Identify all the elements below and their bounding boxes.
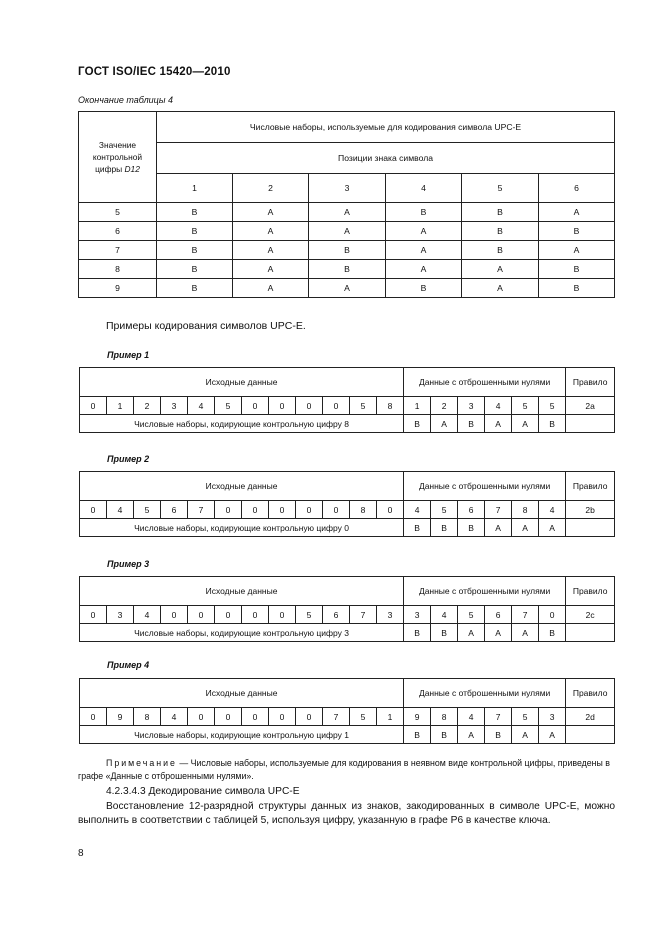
zero-suppressed-header: Данные с отброшенными нулями [404,577,566,606]
source-digit-cell: 3 [107,606,134,624]
zero-suppressed-header: Данные с отброшенными нулями [404,472,566,501]
source-digit-cell: 0 [80,708,107,726]
zero-suppressed-digit-cell: 4 [458,708,485,726]
zero-suppressed-digit-cell: 4 [485,397,512,415]
source-digit-cell: 0 [188,708,215,726]
parity-cell: A [512,726,539,744]
source-data-header: Исходные данные [80,472,404,501]
example-table [79,471,615,537]
empty-cell [566,726,615,744]
number-set-cell: B [157,241,233,260]
number-set-cell: A [386,260,462,279]
number-set-cell: A [233,241,309,260]
document-header: ГОСТ ISO/IEC 15420—2010 [78,66,231,78]
example-digits-row [80,501,615,519]
source-digit-cell: 4 [161,708,188,726]
source-digit-cell: 0 [80,397,107,415]
source-digit-cell: 0 [242,708,269,726]
zero-suppressed-digit-cell: 0 [539,606,566,624]
source-digit-cell: 0 [269,501,296,519]
parity-cell: B [458,519,485,537]
table-caption [78,95,173,105]
example-table [79,576,615,642]
source-data-header: Исходные данные [80,679,404,708]
parity-cell: A [512,519,539,537]
zero-suppressed-digit-cell: 4 [539,501,566,519]
source-digit-cell: 8 [377,397,404,415]
note-prefix: Примечание [106,758,177,768]
check-digit-cell: 8 [79,260,157,279]
source-digit-cell: 0 [215,708,242,726]
check-digit-cell: 7 [79,241,157,260]
example-label: Пример 2 [107,454,150,464]
zero-suppressed-header: Данные с отброшенными нулями [404,368,566,397]
empty-cell [566,415,615,433]
zero-suppressed-digit-cell: 8 [512,501,539,519]
note-text: — Числовые наборы, используемые для кодирования в неявном виде контрольной цифры, приведены в графе «Данные с отброшенными нулями». [78,758,610,781]
body-paragraph: Восстановление 12-разрядной структуры данных из знаков, закодированных в символе UPC-E, можно выполнить в соответствии с таблицей 5, используя цифру, указанную в графе P6 в качестве ключа. [78,801,615,826]
table-row [79,279,615,298]
zero-suppressed-digit-cell: 1 [404,397,431,415]
number-set-cell: A [539,203,615,222]
source-digit-cell: 5 [350,397,377,415]
zero-suppressed-digit-cell: 8 [431,708,458,726]
position-header-cell: 2 [233,174,309,203]
positions-header: Позиции знака символа [157,143,615,174]
zero-suppressed-digit-cell: 6 [485,606,512,624]
example-parity-row [80,519,615,537]
zero-suppressed-digit-cell: 5 [512,708,539,726]
example-digits-row [80,708,615,726]
parity-cell: B [485,726,512,744]
table-row [79,203,615,222]
number-set-cell: A [233,203,309,222]
section-title: Декодирование символа UPC-E [148,786,300,797]
section-heading [106,786,300,797]
zero-suppressed-digit-cell: 6 [458,501,485,519]
rule-cell: 2d [566,708,615,726]
number-set-cell: B [157,279,233,298]
source-digit-cell: 7 [323,708,350,726]
example-table [79,678,615,744]
parity-cell: B [458,415,485,433]
number-set-cell: B [309,241,386,260]
zero-suppressed-digit-cell: 4 [431,606,458,624]
check-digit-header: Значение контрольной цифры D12 [79,112,157,203]
parity-cell: B [404,519,431,537]
zero-suppressed-digit-cell: 5 [431,501,458,519]
empty-cell [566,624,615,642]
number-set-cell: A [233,222,309,241]
rule-cell: 2b [566,501,615,519]
position-header-cell: 1 [157,174,233,203]
zero-suppressed-digit-cell: 3 [404,606,431,624]
rule-cell: 2c [566,606,615,624]
zero-suppressed-digit-cell: 4 [404,501,431,519]
number-set-cell: A [462,260,539,279]
parity-cell: A [485,624,512,642]
source-digit-cell: 0 [161,606,188,624]
parity-cell: A [485,415,512,433]
parity-cell: A [512,415,539,433]
source-data-header: Исходные данные [80,577,404,606]
parity-cell: A [458,726,485,744]
rule-header: Правило [566,679,615,708]
source-digit-cell: 3 [161,397,188,415]
rule-cell: 2a [566,397,615,415]
parity-label-cell: Числовые наборы, кодирующие контрольную цифру 0 [80,519,404,537]
source-data-header: Исходные данные [80,368,404,397]
source-digit-cell: 0 [80,606,107,624]
example-digits-row [80,397,615,415]
source-digit-cell: 5 [134,501,161,519]
parity-cell: B [404,624,431,642]
table-caption-number: 4 [167,95,173,105]
source-digit-cell: 0 [242,501,269,519]
source-digit-cell: 5 [350,708,377,726]
source-digit-cell: 8 [350,501,377,519]
position-header-cell: 3 [309,174,386,203]
rule-header: Правило [566,472,615,501]
number-set-cell: B [462,203,539,222]
example-header-row [80,679,615,708]
check-digit-cell: 5 [79,203,157,222]
source-digit-cell: 0 [296,708,323,726]
example-label: Пример 3 [107,559,150,569]
table-caption-prefix: Окончание таблицы [78,95,166,105]
source-digit-cell: 0 [269,708,296,726]
position-header-cell: 6 [539,174,615,203]
number-set-cell: A [462,279,539,298]
source-digit-cell: 0 [296,501,323,519]
number-set-cell: B [462,241,539,260]
number-set-cell: A [233,279,309,298]
number-set-cell: B [157,203,233,222]
parity-cell: B [404,726,431,744]
example-digits-row [80,606,615,624]
parity-cell: B [539,624,566,642]
zero-suppressed-digit-cell: 2 [431,397,458,415]
example-label: Пример 4 [107,660,150,670]
zero-suppressed-digit-cell: 7 [485,501,512,519]
number-set-cell: A [386,241,462,260]
source-digit-cell: 0 [242,397,269,415]
parity-table [78,111,615,298]
example-header-row [80,577,615,606]
number-set-cell: B [539,222,615,241]
source-digit-cell: 0 [215,501,242,519]
source-digit-cell: 0 [377,501,404,519]
number-set-cell: B [539,279,615,298]
parity-cell: A [431,415,458,433]
zero-suppressed-digit-cell: 3 [539,708,566,726]
parity-cell: A [485,519,512,537]
number-set-cell: A [309,222,386,241]
source-digit-cell: 0 [188,606,215,624]
source-digit-cell: 4 [188,397,215,415]
number-set-cell: A [233,260,309,279]
parity-cell: A [458,624,485,642]
source-digit-cell: 0 [242,606,269,624]
check-digit-cell: 6 [79,222,157,241]
parity-cell: B [431,726,458,744]
source-digit-cell: 3 [377,606,404,624]
source-digit-cell: 4 [134,606,161,624]
zero-suppressed-digit-cell: 5 [512,397,539,415]
number-sets-header: Числовые наборы, используемые для кодирования символа UPC-E [157,112,615,143]
parity-label-cell: Числовые наборы, кодирующие контрольную цифру 8 [80,415,404,433]
position-header-cell: 4 [386,174,462,203]
source-digit-cell: 6 [323,606,350,624]
example-table [79,367,615,433]
parity-cell: B [539,415,566,433]
source-digit-cell: 0 [323,397,350,415]
empty-cell [566,519,615,537]
zero-suppressed-digit-cell: 7 [512,606,539,624]
source-digit-cell: 2 [134,397,161,415]
zero-suppressed-header: Данные с отброшенными нулями [404,679,566,708]
source-digit-cell: 7 [188,501,215,519]
number-set-cell: B [386,203,462,222]
check-digit-cell: 9 [79,279,157,298]
example-parity-row [80,726,615,744]
example-header-row [80,472,615,501]
source-digit-cell: 0 [323,501,350,519]
note [78,757,615,783]
example-header-row [80,368,615,397]
zero-suppressed-digit-cell: 3 [458,397,485,415]
parity-label-cell: Числовые наборы, кодирующие контрольную цифру 3 [80,624,404,642]
number-set-cell: B [539,260,615,279]
source-digit-cell: 8 [134,708,161,726]
parity-cell: A [539,519,566,537]
number-set-cell: B [462,222,539,241]
zero-suppressed-digit-cell: 9 [404,708,431,726]
example-label: Пример 1 [107,350,150,360]
parity-cell: A [539,726,566,744]
table-row [79,241,615,260]
source-digit-cell: 7 [350,606,377,624]
number-set-cell: A [539,241,615,260]
parity-cell: B [431,519,458,537]
source-digit-cell: 6 [161,501,188,519]
source-digit-cell: 1 [377,708,404,726]
source-digit-cell: 4 [107,501,134,519]
source-digit-cell: 0 [215,606,242,624]
source-digit-cell: 5 [215,397,242,415]
zero-suppressed-digit-cell: 5 [458,606,485,624]
parity-cell: B [404,415,431,433]
examples-intro: Примеры кодирования символов UPC-E. [106,320,306,332]
source-digit-cell: 0 [269,606,296,624]
number-set-cell: B [386,279,462,298]
source-digit-cell: 1 [107,397,134,415]
parity-cell: A [512,624,539,642]
number-set-cell: B [157,222,233,241]
zero-suppressed-digit-cell: 7 [485,708,512,726]
number-set-cell: A [386,222,462,241]
number-set-cell: A [309,203,386,222]
source-digit-cell: 9 [107,708,134,726]
section-number: 4.2.3.4.3 [106,786,146,797]
parity-cell: B [431,624,458,642]
rule-header: Правило [566,368,615,397]
zero-suppressed-digit-cell: 5 [539,397,566,415]
example-parity-row [80,624,615,642]
source-digit-cell: 0 [296,397,323,415]
page-number: 8 [78,848,84,859]
source-digit-cell: 0 [80,501,107,519]
number-set-cell: B [309,260,386,279]
position-header-cell: 5 [462,174,539,203]
table-row [79,222,615,241]
example-parity-row [80,415,615,433]
parity-label-cell: Числовые наборы, кодирующие контрольную цифру 1 [80,726,404,744]
number-set-cell: B [157,260,233,279]
rule-header: Правило [566,577,615,606]
source-digit-cell: 0 [269,397,296,415]
positions-row [79,174,615,203]
source-digit-cell: 5 [296,606,323,624]
table-row [79,260,615,279]
number-set-cell: A [309,279,386,298]
